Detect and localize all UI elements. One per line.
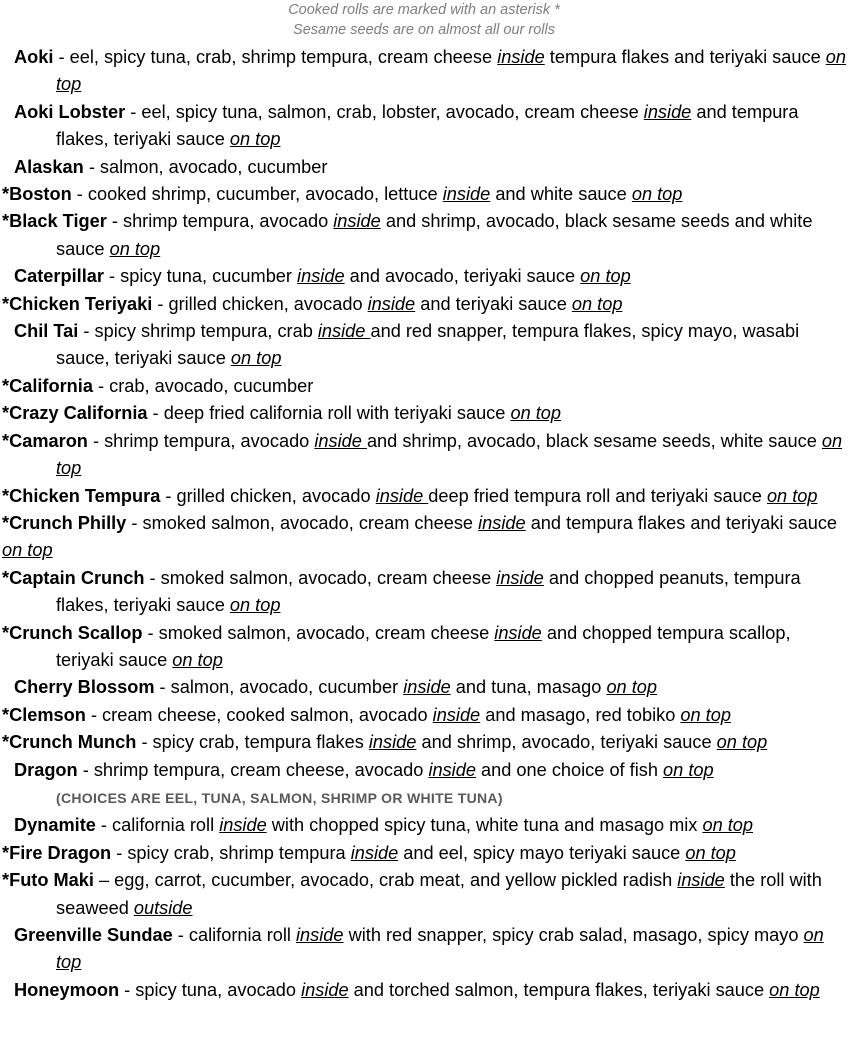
roll-description: and tempura flakes and teriyaki sauce — [525, 512, 838, 533]
roll-placement: on top — [571, 293, 623, 314]
roll-description: and masago, red tobiko — [480, 704, 681, 725]
roll-description: with chopped spicy tuna, white tuna and masago mix — [266, 815, 703, 836]
roll-futo-maki — [2, 867, 848, 922]
roll-placement: inside — [367, 293, 416, 314]
roll-description: - cream cheese, cooked salmon, avocado — [85, 704, 433, 725]
roll-name: *Black Tiger — [2, 211, 107, 232]
roll-name: *Crazy California — [2, 403, 148, 424]
roll-description: - california roll — [95, 815, 220, 836]
roll-placement: inside — [478, 512, 526, 533]
roll-cherry-blossom — [2, 674, 848, 701]
roll-description: and torched salmon, tempura flakes, teriyaki sauce — [348, 979, 770, 1000]
roll-name: Aoki — [14, 47, 54, 67]
roll-description: - grilled chicken, avocado — [160, 485, 376, 506]
roll-placement: on top — [56, 47, 846, 95]
roll-description: deep fried tempura roll and teriyaki sauce — [428, 485, 767, 506]
roll-placement: on top — [769, 979, 820, 1000]
roll-name: Caterpillar — [14, 266, 104, 287]
roll-description: - spicy tuna, cucumber — [103, 266, 298, 287]
roll-description: - salmon, avocado, cucumber — [154, 677, 404, 698]
roll-camaron — [2, 428, 848, 483]
roll-placement: inside — [677, 870, 725, 891]
roll-captain-crunch — [2, 565, 848, 620]
roll-description: - cooked shrimp, cucumber, avocado, lettuce — [71, 184, 443, 205]
roll-crunch-munch — [2, 729, 848, 756]
roll-placement: on top — [109, 238, 161, 259]
roll-placement: inside — [375, 485, 429, 506]
roll-name: *Captain Crunch — [2, 567, 145, 588]
roll-description: - smoked salmon, avocado, cream cheese — [142, 622, 495, 643]
roll-name: Greenville Sundae — [14, 925, 173, 945]
roll-name: Aoki Lobster — [14, 101, 126, 122]
roll-placement: on top — [2, 540, 53, 561]
roll-chicken-teriyaki — [2, 291, 848, 318]
roll-caterpillar — [2, 263, 848, 290]
roll-description: with red snapper, spicy crab salad, masago, spicy mayo — [343, 925, 804, 945]
roll-name: Dynamite — [14, 815, 96, 836]
roll-placement: on top — [580, 266, 631, 287]
roll-placement: inside — [643, 101, 692, 122]
roll-description: - shrimp tempura, avocado — [87, 430, 315, 451]
roll-description: and tuna, masago — [450, 677, 607, 698]
roll-black-tiger — [2, 208, 848, 263]
roll-description: - eel, spicy tuna, salmon, crab, lobster, avocado, cream cheese — [125, 101, 644, 122]
roll-placement: outside — [133, 897, 193, 918]
roll-description: and tempura flakes, teriyaki sauce — [56, 101, 799, 150]
roll-aoki-lobster — [2, 99, 848, 154]
roll-placement: inside — [350, 842, 399, 863]
roll-name: *Chicken Teriyaki — [2, 293, 153, 314]
roll-placement: inside — [403, 677, 451, 698]
roll-description: and shrimp, avocado, teriyaki sauce — [416, 732, 717, 753]
roll-placement: on top — [702, 815, 754, 836]
roll-name: *Boston — [2, 184, 72, 205]
roll-placement: inside — [296, 925, 344, 945]
roll-description: - spicy tuna, avocado — [119, 979, 302, 1000]
roll-california — [2, 373, 848, 400]
roll-description: and shrimp, avocado, black sesame seeds, white sauce — [366, 430, 822, 451]
roll-name: *Clemson — [2, 704, 86, 725]
roll-description: - spicy shrimp tempura, crab — [78, 321, 318, 342]
roll-placement: on top — [510, 403, 562, 424]
roll-name: *Futo Maki — [2, 870, 94, 891]
roll-description: the roll with seaweed — [56, 870, 822, 918]
roll-placement: on top — [663, 759, 714, 780]
roll-placement: inside — [219, 815, 267, 836]
roll-description: - deep fried california roll with teriyaki sauce — [147, 403, 511, 424]
roll-placement: inside — [432, 704, 481, 725]
roll-placement: on top — [606, 677, 658, 698]
roll-description: - shrimp tempura, cream cheese, avocado — [77, 759, 429, 780]
roll-crunch-scallop — [2, 620, 848, 675]
roll-dragon — [2, 757, 848, 784]
roll-placement: on top — [172, 649, 223, 670]
roll-name: Dragon — [14, 759, 78, 780]
roll-crazy-california — [2, 400, 848, 427]
roll-description: - california roll — [172, 925, 297, 945]
roll-name: *Crunch Philly — [2, 512, 127, 533]
roll-placement: inside — [368, 732, 417, 753]
roll-placement: inside — [497, 47, 545, 67]
roll-description: and white sauce — [490, 184, 632, 205]
roll-name: *Camaron — [2, 430, 88, 451]
roll-placement: inside — [317, 321, 371, 342]
roll-description: - grilled chicken, avocado — [152, 293, 368, 314]
roll-description: - salmon, avocado, cucumber — [83, 156, 328, 177]
roll-name: Chil Tai — [14, 321, 79, 342]
roll-description: - eel, spicy tuna, crab, shrimp tempura, cream cheese — [53, 47, 498, 67]
roll-placement: inside — [314, 430, 367, 451]
roll-placement: inside — [494, 622, 542, 643]
roll-placement: inside — [442, 184, 491, 205]
roll-chil-tai — [2, 318, 848, 373]
roll-name: Cherry Blossom — [14, 677, 155, 698]
roll-description: and eel, spicy mayo teriyaki sauce — [398, 842, 686, 863]
sesame-note: Sesame seeds are on almost all our rolls — [293, 22, 555, 38]
roll-description: - shrimp tempura, avocado — [106, 211, 334, 232]
roll-placement: on top — [56, 430, 843, 479]
roll-description: tempura flakes and teriyaki sauce — [544, 47, 826, 67]
roll-name: *California — [2, 375, 93, 396]
roll-alaskan — [2, 154, 848, 181]
roll-description: and chopped tempura scallop, teriyaki sauce — [56, 622, 791, 670]
roll-honeymoon — [2, 977, 848, 1004]
roll-chicken-tempura — [2, 483, 848, 510]
roll-placement: inside — [496, 567, 544, 588]
roll-placement: inside — [301, 979, 349, 1000]
roll-name: *Crunch Scallop — [2, 622, 143, 643]
roll-placement: on top — [229, 129, 281, 150]
roll-placement: inside — [297, 266, 345, 287]
roll-name: *Crunch Munch — [2, 732, 137, 753]
cooked-note: Cooked rolls are marked with an asterisk * — [288, 2, 560, 18]
roll-placement: on top — [716, 732, 768, 753]
roll-placement: inside — [428, 759, 476, 780]
roll-description: - smoked salmon, avocado, cream cheese — [144, 567, 497, 588]
roll-placement: on top — [229, 595, 281, 616]
roll-description: and avocado, teriyaki sauce — [344, 266, 581, 287]
roll-placement: on top — [56, 925, 824, 973]
roll-description: and red snapper, tempura flakes, spicy mayo, wasabi sauce, teriyaki sauce — [56, 321, 800, 369]
roll-crunch-philly — [2, 510, 848, 565]
roll-description: - crab, avocado, cucumber — [92, 375, 314, 396]
roll-placement: on top — [685, 842, 736, 863]
roll-description: - spicy crab, shrimp tempura — [111, 842, 351, 863]
roll-description: and one choice of fish — [475, 759, 664, 780]
roll-name: *Chicken Tempura — [2, 485, 161, 506]
roll-placement: on top — [766, 485, 818, 506]
roll-clemson — [2, 702, 848, 729]
roll-placement: on top — [631, 184, 683, 205]
notes-header — [0, 0, 848, 40]
roll-dynamite — [2, 812, 848, 839]
roll-description: – egg, carrot, cucumber, avocado, crab meat, and yellow pickled radish — [93, 870, 678, 891]
roll-name: *Fire Dragon — [2, 842, 112, 863]
roll-name: Honeymoon — [14, 979, 120, 1000]
roll-greenville-sundae — [2, 922, 848, 977]
roll-fire-dragon — [2, 840, 848, 867]
roll-description: and shrimp, avocado, black sesame seeds and white sauce — [56, 211, 813, 259]
roll-boston — [2, 181, 848, 208]
dragon-choices-text: (CHOICES ARE EEL, TUNA, SALMON, SHRIMP OR WHITE TUNA) — [56, 789, 503, 806]
roll-placement: on top — [680, 704, 731, 725]
roll-placement: inside — [333, 211, 381, 232]
roll-menu — [2, 44, 848, 1004]
roll-description: - spicy crab, tempura flakes — [136, 732, 369, 753]
roll-aoki — [2, 44, 848, 99]
roll-placement: on top — [230, 348, 282, 369]
roll-description: and teriyaki sauce — [415, 293, 572, 314]
roll-name: Alaskan — [14, 156, 84, 177]
roll-description: and chopped peanuts, tempura flakes, teriyaki sauce — [56, 567, 801, 616]
dragon-choices — [2, 784, 848, 812]
roll-description: - smoked salmon, avocado, cream cheese — [126, 512, 479, 533]
